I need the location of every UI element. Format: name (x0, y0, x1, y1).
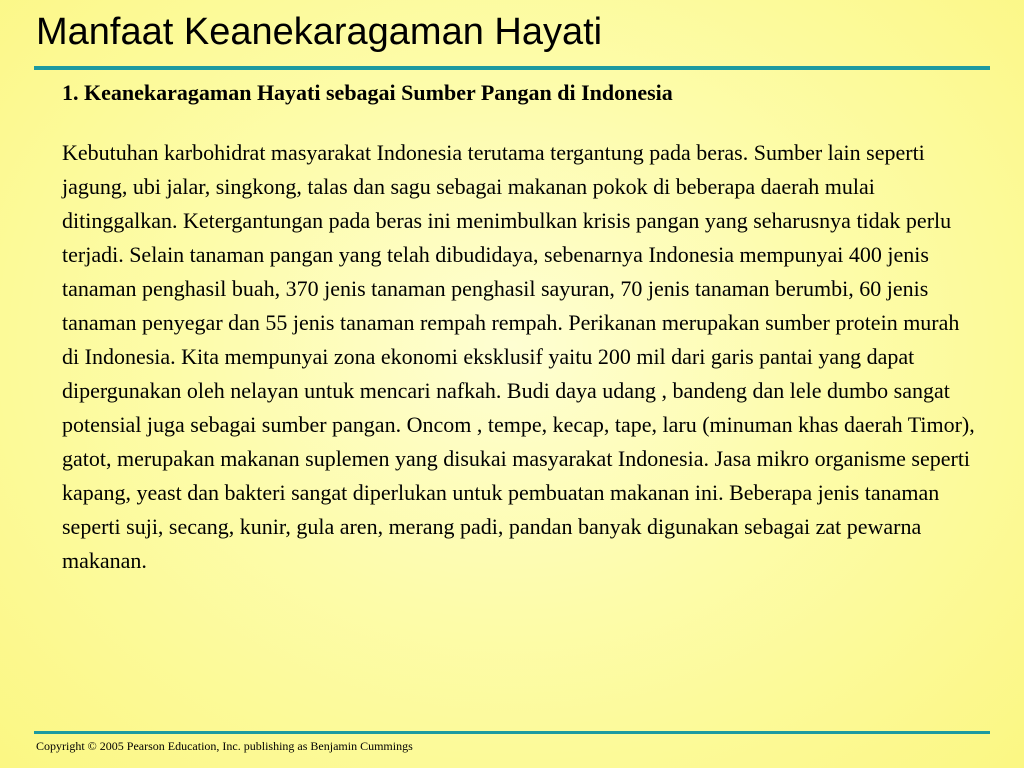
footer-divider (34, 731, 990, 734)
slide-content (62, 76, 982, 578)
slide-title: Manfaat Keanekaragaman Hayati (36, 11, 603, 53)
copyright-footer: Copyright © 2005 Pearson Education, Inc. publishing as Benjamin Cummings (36, 739, 413, 753)
title-divider (34, 66, 990, 70)
body-paragraph: Kebutuhan karbohidrat masyarakat Indonesia terutama tergantung pada beras. Sumber lain seperti jagung, ubi jalar, singkong, talas dan sagu sebagai makanan pokok di beberapa daerah mulai ditinggalkan. Ketergantungan pada beras ini menimbulkan krisis pangan yang seharusnya tidak perlu terjadi. Selain tanaman pangan yang telah dibudidaya, sebenarnya Indonesia mempunyai 400 jenis tanaman penghasil buah, 370 jenis tanaman penghasil sayuran, 70 jenis tanaman berumbi, 60 jenis tanaman penyegar dan 55 jenis tanaman rempah rempah. Perikanan merupakan sumber protein murah di Indonesia. Kita mempunyai zona ekonomi eksklusif yaitu 200 mil dari garis pantai yang dapat dipergunakan oleh nelayan untuk mencari nafkah. Budi daya udang , bandeng dan lele dumbo sangat potensial juga sebagai sumber pangan. Oncom , tempe, kecap, tape, laru (minuman khas daerah Timor), gatot, merupakan makanan suplemen yang disukai masyarakat Indonesia. Jasa mikro organisme seperti kapang, yeast dan bakteri sangat diperlukan untuk pembuatan makanan ini. Beberapa jenis tanaman seperti suji, secang, kunir, gula aren, merang padi, pandan banyak digunakan sebagai zat pewarna makanan. (62, 140, 975, 573)
section-heading: 1. Keanekaragaman Hayati sebagai Sumber Pangan di Indonesia (62, 80, 673, 105)
